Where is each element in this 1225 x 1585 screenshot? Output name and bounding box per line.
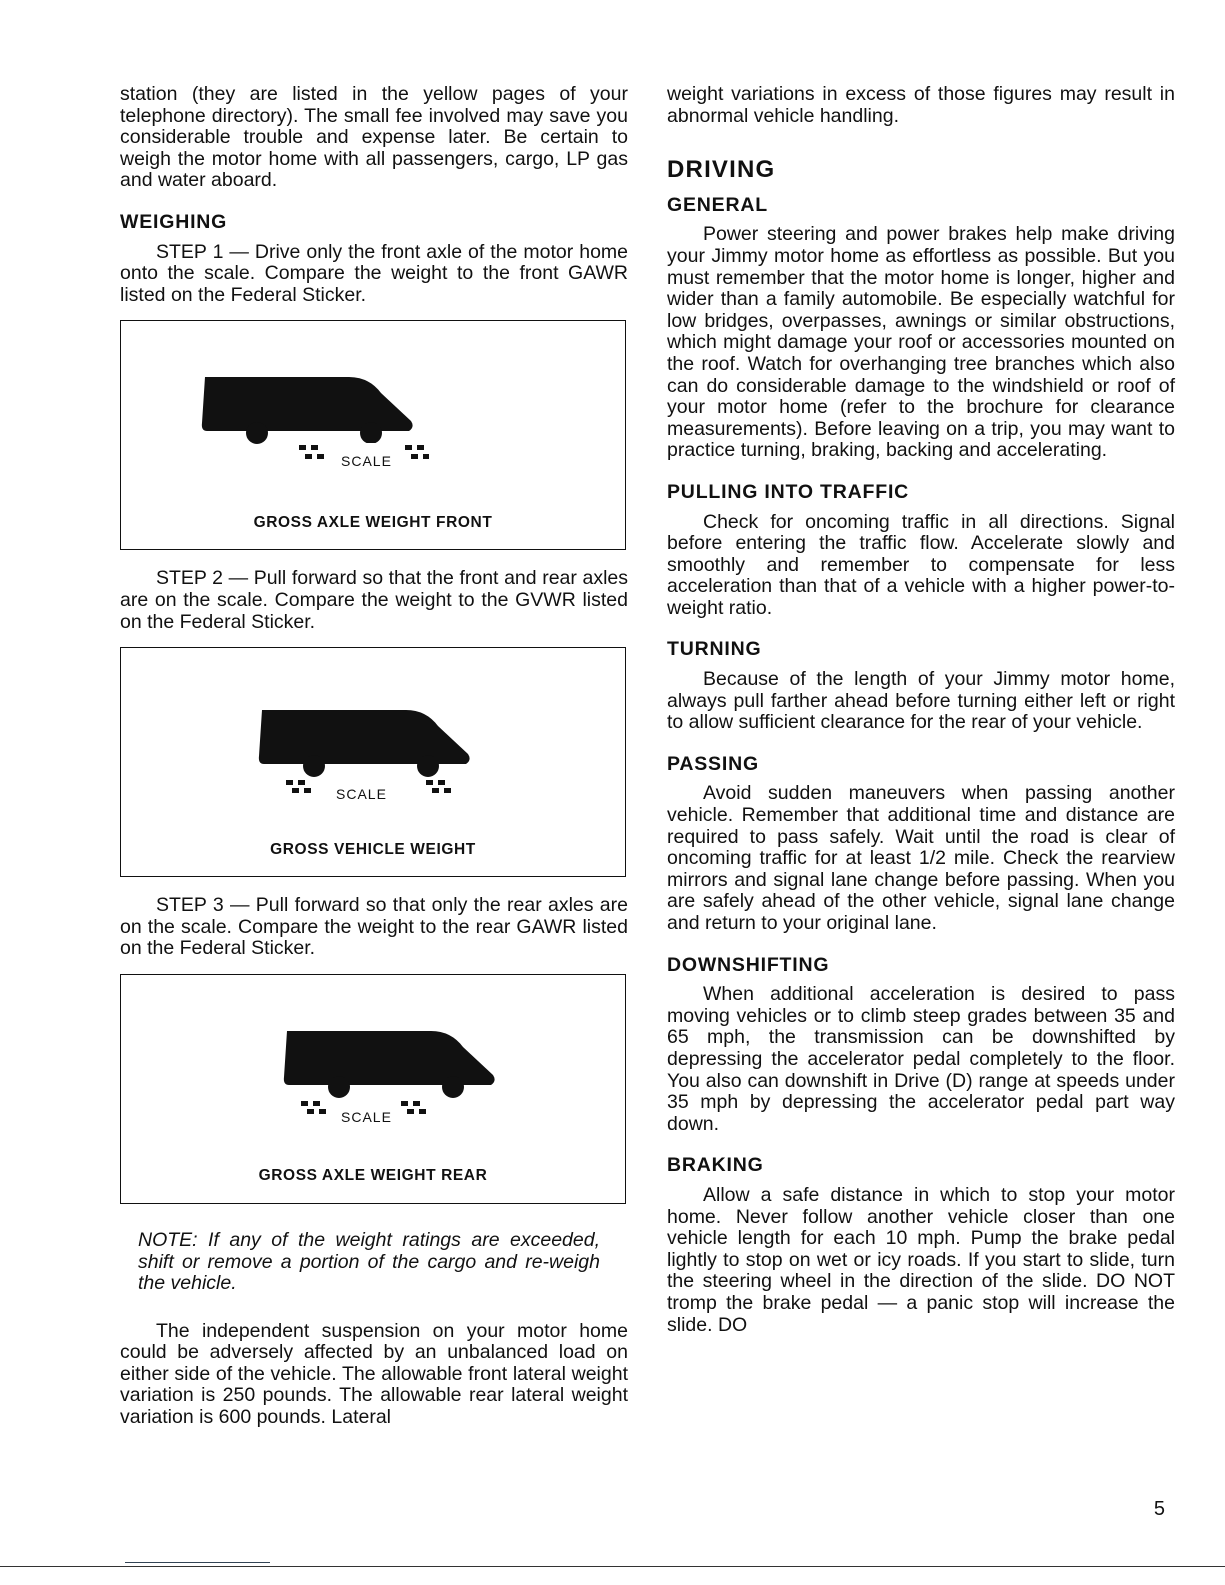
- step1-paragraph: STEP 1 — Drive only the front axle of the motor home onto the scale. Compare the weight to the front GAWR listed on the Federal Sticker.: [120, 240, 628, 306]
- weighing-heading: WEIGHING: [120, 210, 228, 233]
- braking-heading: BRAKING: [667, 1154, 764, 1177]
- scale-label: SCALE: [336, 786, 387, 803]
- motorhome-front-on-scale-illustration: [199, 373, 434, 463]
- step3-paragraph: STEP 3 — Pull forward so that only the rear axles are on the scale. Compare the weight to the rear GAWR listed on the Federal Sticker.: [120, 894, 628, 960]
- step2-paragraph: STEP 2 — Pull forward so that the front and rear axles are on the scale. Compare the weight to the GVWR listed on the Federal Sticker.: [120, 567, 628, 633]
- downshifting-heading: DOWNSHIFTING: [667, 953, 830, 976]
- right-column: [667, 84, 1175, 1336]
- pulling-heading: PULLING INTO TRAFFIC: [667, 480, 910, 503]
- downshifting-paragraph: When additional acceleration is desired to pass moving vehicles or to climb steep grades between 35 and 65 mph, the transmission can be downshifted by depressing the accelerator pedal completely to the floor. You also can downshift in Drive (D) range at speeds under 35 mph by depressing the accelerator pedal part way down.: [667, 983, 1175, 1135]
- page-bottom-rule: [0, 1566, 1225, 1567]
- footer-link-underline: [125, 1562, 270, 1563]
- figure-caption-gross: GROSS VEHICLE WEIGHT: [270, 840, 476, 858]
- scale-label: SCALE: [341, 453, 392, 470]
- page-number: 5: [1153, 1498, 1165, 1520]
- figure-caption-rear: GROSS AXLE WEIGHT REAR: [258, 1167, 488, 1185]
- turning-paragraph: Because of the length of your Jimmy motor home, always pull farther ahead before turning either left or right to allow sufficient clearance for the rear of your vehicle.: [667, 668, 1175, 734]
- figure-caption-front: GROSS AXLE WEIGHT FRONT: [253, 513, 493, 531]
- passing-heading: PASSING: [667, 752, 759, 775]
- intro-paragraph: station (they are listed in the yellow pages of your telephone directory). The small fee involved may save you considerable trouble and expense later. Be certain to weigh the motor home with all passengers, cargo, LP gas and water aboard.: [120, 83, 628, 192]
- figure-rear-axle: [120, 974, 626, 1204]
- passing-paragraph: Avoid sudden maneuvers when passing another vehicle. Remember that additional time and distance are required to pass safely. Wait until the road is clear of oncoming traffic for at least 1/2 mile. Check the rearview mirrors and signal lane change before passing. When you are safely ahead of the other vehicle, signal lane change and return to your original lane.: [667, 782, 1175, 934]
- turning-heading: TURNING: [667, 638, 762, 661]
- scale-label: SCALE: [341, 1108, 392, 1125]
- motorhome-full-on-scale-illustration: [256, 706, 491, 796]
- suspension-paragraph: The independent suspension on your motor home could be adversely affected by an unbalanced load on either side of the vehicle. The allowable front lateral weight variation is 250 pounds. The allowable rear lateral weight variation is 600 pounds. Lateral: [120, 1319, 628, 1429]
- figure-front-axle: [120, 320, 626, 550]
- figure-gross-vehicle: [120, 647, 626, 877]
- general-paragraph: Power steering and power brakes help make driving your Jimmy motor home as effortless as possible. But you must remember that the motor home is longer, higher and wider than a family automobile. Be especially watchful for low bridges, overpasses, awnings or similar obstructions, which might damage your roof or accessories mounted on the roof. Watch for overhanging tree branches which also can do considerable damage to the windshield or roof of your motor home (refer to the brochure for clearance measurements). Before leaving on a trip, you may want to practice turning, braking, backing and accelerating.: [667, 223, 1175, 462]
- general-heading: GENERAL: [667, 193, 768, 216]
- lateral-continued-paragraph: weight variations in excess of those figures may result in abnormal vehicle handling.: [667, 83, 1175, 127]
- motorhome-rear-on-scale-illustration: [281, 1027, 516, 1117]
- left-column: [120, 84, 628, 1429]
- driving-heading: DRIVING: [667, 156, 776, 184]
- braking-paragraph: Allow a safe distance in which to stop your motor home. Never follow another vehicle closer than one vehicle length for each 10 mph. Pump the brake pedal lightly to stop on wet or icy roads. If you start to slide, turn the steering wheel in the direction of the slide. DO NOT tromp the brake pedal — a panic stop will increase the slide. DO: [667, 1183, 1175, 1336]
- note-paragraph: NOTE: If any of the weight ratings are exceeded, shift or remove a portion of the cargo and re-weigh the vehicle.: [138, 1228, 600, 1295]
- pulling-paragraph: Check for oncoming traffic in all directions. Signal before entering the traffic flow. Accelerate slowly and smoothly and remember to compensate for less acceleration than that of a vehicle with a higher power-to-weight ratio.: [667, 510, 1175, 619]
